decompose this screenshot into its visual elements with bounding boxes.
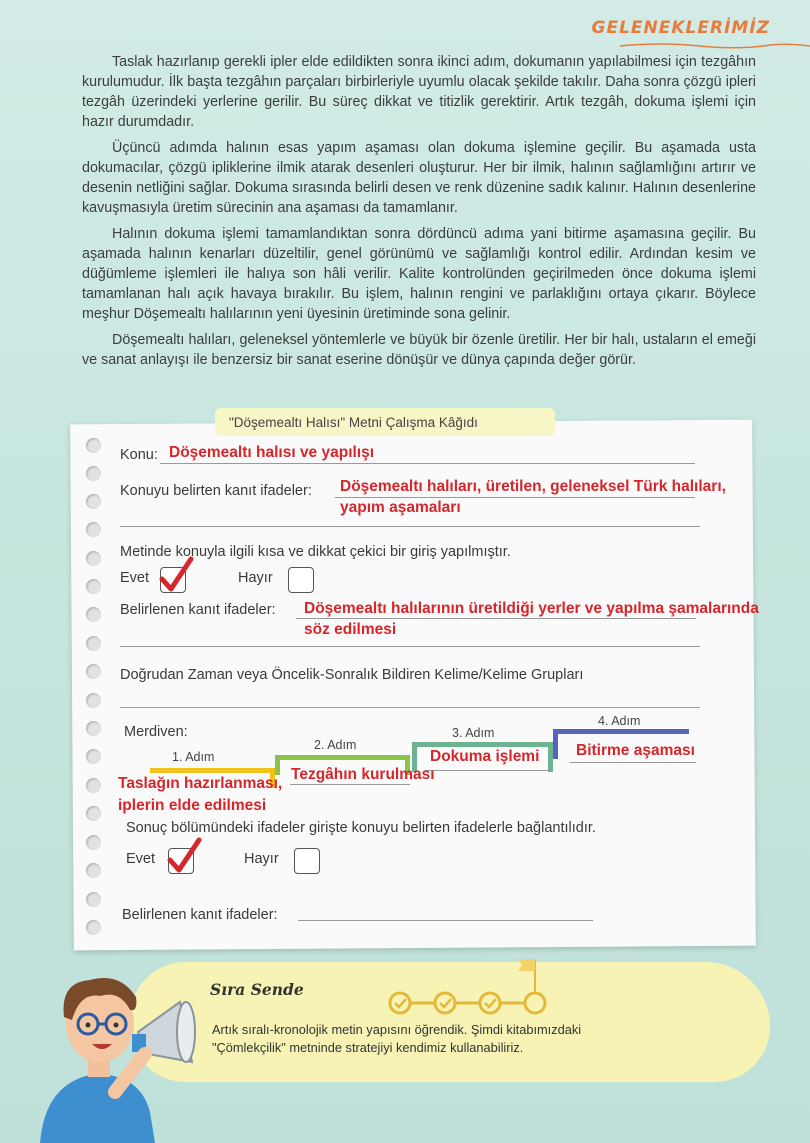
hayir-label: Hayır — [238, 570, 273, 586]
binder-hole — [86, 522, 101, 537]
paragraph: Döşemealtı halıları, geleneksel yöntemlerle ve büyük bir özenle üretilir. Her bir halı, ustaların el emeği ve sanat anlayışı ile benzersiz bir sanat eserine dönüşür ve dünya çapında değer görür. — [82, 332, 756, 368]
checkmark-icon — [158, 555, 196, 595]
paragraph: Halının dokuma işlemi tamamlandıktan sonra dördüncü adıma yani bitirme aşamasına geçilir. Bu aşamada halının kenarları düzeltilir, genel görünümü ve sağlamlığı kontrol edilir. Ardından kesim ve düğümleme işlemleri ile halıya son hâli verilir. Kalite kontrolünden geçirilmeden önce dokuma işlemi tamamlanan halı açık havaya bırakılır. Bu işlem, halının rengini ve parlaklığını ortaya çıkarır. Böylece meşhur Döşemealtı halılarının yeni üyesinin üretiminde sona gelinir. — [82, 226, 756, 322]
kanit-label: Konuyu belirten kanıt ifadeler: — [120, 483, 312, 499]
binder-hole — [86, 466, 101, 481]
binder-hole — [86, 920, 101, 935]
section-title: GELENEKLERİMİZ — [591, 18, 770, 38]
hayir-label: Hayır — [244, 851, 279, 867]
binder-hole — [86, 494, 101, 509]
kanit-line — [120, 526, 700, 527]
step-4-answer[interactable]: Bitirme aşaması — [576, 742, 695, 759]
belirlenen2-line — [298, 920, 593, 921]
belirlenen2-label: Belirlenen kanıt ifadeler: — [122, 907, 278, 923]
binder-hole — [86, 579, 101, 594]
checkmark-icon — [166, 836, 204, 876]
hayir-checkbox[interactable] — [288, 567, 314, 593]
zaman-label: Doğrudan Zaman veya Öncelik-Sonralık Bildiren Kelime/Kelime Grupları — [120, 667, 584, 683]
merdiven-label: Merdiven: — [124, 724, 188, 740]
zaman-line — [120, 707, 700, 708]
paragraph: Taslak hazırlanıp gerekli ipler elde edildikten sonra ikinci adım, dokumanın yapılabilmesi için tezgâhın kurulumudur. İlk başta tezgâhın parçaları birbirleriyle uyumlu olacak şekilde takılır. Daha sonra çözgü ipleri tezgâh üzerindeki yerlerine gerilir. Bu süreç dikkat ve titizlik gerektirir. Artık tezgâh, dokuma işlemi için hazır durumdadır. — [82, 54, 756, 130]
step-3-label: 3. Adım — [452, 726, 495, 740]
binder-hole — [86, 778, 101, 793]
decorative-wave-line — [620, 40, 810, 50]
binder-hole — [86, 438, 101, 453]
konu-answer[interactable]: Döşemealtı halısı ve yapılışı — [169, 444, 375, 461]
kanit-answer-line1[interactable]: Döşemealtı halıları, üretilen, geleneksel Türk halıları, — [340, 478, 726, 495]
sonuc-question: Sonuç bölümündeki ifadeler girişte konuyu belirten ifadelerle bağlantılıdır. — [126, 820, 596, 836]
hayir-checkbox[interactable] — [294, 848, 320, 874]
konu-label: Konu: — [120, 447, 158, 463]
step-1-label: 1. Adım — [172, 750, 215, 764]
step-4-label: 4. Adım — [598, 714, 641, 728]
evet-label: Evet — [126, 851, 156, 867]
binder-hole — [86, 835, 101, 850]
progress-path-icon — [388, 955, 558, 1025]
step-2-answer[interactable]: Tezgâhın kurulması — [291, 766, 435, 783]
step-line — [570, 762, 696, 763]
step-2-label: 2. Adım — [314, 738, 357, 752]
belirlenen-line — [120, 646, 700, 647]
binder-hole — [86, 664, 101, 679]
article-body — [82, 52, 756, 376]
paragraph: Üçüncü adımda halının esas yapım aşaması olan dokuma işlemine geçilir. Bu aşamada usta dokumacılar, çözgü ipliklerine ilmik atarak desenleri oluşturur. Her bir ilmik, halının sağlamlığını artırır ve desenin netliğini sağlar. Dokuma sırasında belirli desen ve renk düzenine sadık kalınır. Halının desenlerine kavuşmasıyla üretim sürecinin ana aşaması da tamamlanır. — [82, 140, 756, 216]
sira-sende-text: Artık sıralı-kronolojik metin yapısını öğrendik. Şimdi kitabımızdaki "Çömlekçilik" metninde stratejiyi kendimiz kullanabiliriz. — [212, 1022, 582, 1055]
evet-label: Evet — [120, 570, 150, 586]
sira-sende-title: Sıra Sende — [210, 980, 304, 999]
belirlenen-answer-line2[interactable]: söz edilmesi — [304, 621, 397, 638]
binder-hole — [86, 806, 101, 821]
binder-hole — [86, 693, 101, 708]
step-line — [425, 770, 550, 771]
belirlenen-label: Belirlenen kanıt ifadeler: — [120, 602, 276, 618]
step-1-answer-line2[interactable]: iplerin elde edilmesi — [118, 797, 267, 814]
binder-hole — [86, 636, 101, 651]
kid-megaphone-illustration — [20, 962, 210, 1143]
belirlenen-answer-line1[interactable]: Döşemealtı halılarının üretildiği yerler ve yapılma şamalarında — [304, 600, 759, 617]
binder-hole — [86, 551, 101, 566]
binder-hole — [86, 863, 101, 878]
binder-hole — [86, 892, 101, 907]
worksheet-title: "Döşemealtı Halısı" Metni Çalışma Kâğıdı — [215, 408, 555, 436]
konu-line — [160, 463, 695, 464]
binder-hole — [86, 607, 101, 622]
kanit-answer-line2[interactable]: yapım aşamaları — [340, 499, 461, 516]
step-3-answer[interactable]: Dokuma işlemi — [430, 748, 540, 765]
binder-hole — [86, 721, 101, 736]
binder-hole — [86, 749, 101, 764]
step-1-answer-line1[interactable]: Taslağın hazırlanması, — [118, 775, 283, 792]
giris-question: Metinde konuyla ilgili kısa ve dikkat çekici bir giriş yapılmıştır. — [120, 544, 511, 560]
